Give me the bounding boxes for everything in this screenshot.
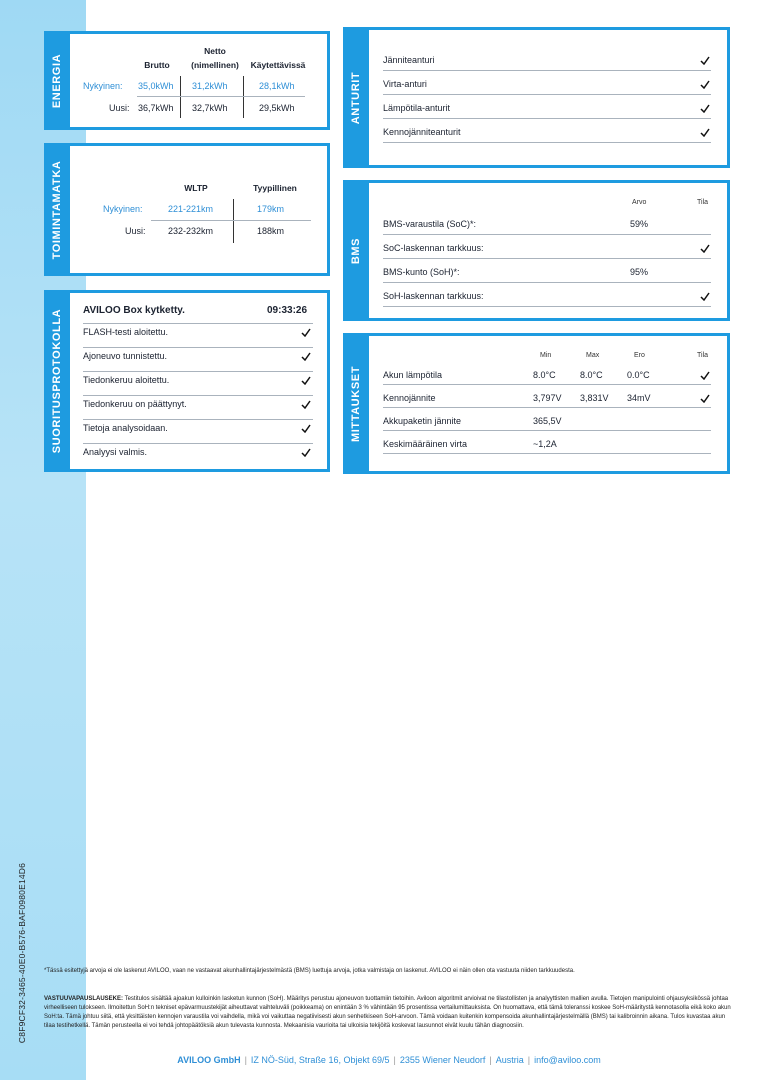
divider	[243, 76, 244, 118]
protocol-step: Ajoneuvo tunnistettu.	[83, 351, 168, 361]
row-divider	[383, 258, 711, 259]
contact-email[interactable]: info@aviloo.com	[534, 1055, 601, 1065]
row-current-label: Nykyinen:	[83, 81, 123, 91]
measurement-label: Kennojännite	[383, 393, 436, 403]
bms-tab: BMS	[343, 180, 369, 321]
measurement-min: 3,797V	[533, 393, 562, 403]
disclaimer-text: Testitulos sisältää ajoakun kulloinkin lasketun kunnon (SoH). Määritys perustuu ajoneuvon tuottamiin tietoihin. Aviloon algoritmit arvioivat ne tilastollisten ja analyyttisten mallien avulla. Tietojen manipulointi ohjausyksikössä johtaa virheelliseen tulokseen. Ilmoitettun SoH:n tekniset epävarmuustekijät aiheuttavat vaihteluväli (poikkeama) on enintään 3 % vähintään 95 prosentissa vertailumittauksista. On huomattava, että tämä toleranssi koskee SoH-määritystä kennotasolla eikä koko akun SoH:ta. Tämä johtuu siitä, että yksittäisten kennojen varaustila voi vaihdella, mikä voi vaikuttaa negatiivisesti akun senhetkiseen SoH-arvoon. Tämä voidaan kuitenkin kompensoida akunhallintajärjestelmällä (BMS) tai kalibroinnin aikana. Tulos kuvastaa akun tilaa testihetkellä. Tämän perusteella ei voi tehdä johtopäätöksiä akun tulevasta kunnosta. Mekaanisia vaurioita tai ulkoisia tekijöitä koskevat lausunnot eivät kuulu tähän diagnoosiin.	[44, 996, 731, 1029]
new-usable: 29,5kWh	[259, 103, 295, 113]
range-tab: TOIMINTAMATKA	[44, 143, 70, 276]
check-icon	[700, 80, 710, 89]
address-country: Austria	[495, 1055, 524, 1065]
row-divider	[383, 306, 711, 307]
protocol-title: AVILOO Box kytketty.	[83, 305, 185, 316]
divider	[151, 220, 311, 221]
measurement-min: ~1,2A	[533, 439, 557, 449]
col-net-header: Netto	[204, 46, 226, 56]
protocol-step: FLASH-testi aloitettu.	[83, 327, 169, 337]
footer-note: *Tässä esitettyjä arvoja ei ole laskenut AVILOO, vaan ne vastaavat akunhallintajärjestelmästä (BMS) luettuja arvoja, jotka valmistaja on laskenut. AVILOO ei näin ollen ota vastuuta niiden tarkkuudesta.	[44, 968, 575, 974]
protocol-step: Tiedonkeruu aloitettu.	[83, 375, 170, 385]
row-divider	[83, 443, 313, 444]
measurement-diff: 0.0°C	[627, 370, 650, 380]
row-divider	[83, 419, 313, 420]
sensors-card	[343, 27, 730, 168]
current-usable: 28,1kWh	[259, 81, 295, 91]
energy-card	[44, 31, 330, 130]
col-diff-header: Ero	[634, 352, 645, 359]
col-max-header: Max	[586, 352, 600, 359]
divider	[180, 76, 181, 118]
sensor-item: Virta-anturi	[383, 79, 427, 89]
address-street: IZ NÖ-Süd, Straße 16, Objekt 69/5	[250, 1055, 390, 1065]
row-divider	[383, 407, 711, 408]
check-icon	[301, 352, 311, 361]
measurement-max: 8.0°C	[580, 370, 603, 380]
address-city: 2355 Wiener Neudorf	[399, 1055, 486, 1065]
bms-row-label: SoC-laskennan tarkkuus:	[383, 243, 484, 253]
row-current-label: Nykyinen:	[103, 204, 143, 214]
bms-row-value: 95%	[630, 267, 649, 277]
col-wltp-header: WLTP	[184, 183, 208, 193]
sensors-tab: ANTURIT	[343, 27, 369, 168]
row-divider	[383, 94, 711, 95]
measurement-max: 3,831V	[580, 393, 609, 403]
sensor-item: Lämpötila-anturit	[383, 103, 451, 113]
bms-row-value: 59%	[630, 219, 649, 229]
measurement-min: 8.0°C	[533, 370, 556, 380]
check-icon	[301, 376, 311, 385]
measurement-min: 365,5V	[533, 416, 562, 426]
col-usable-header: Käytettävissä	[250, 60, 306, 70]
protocol-tab: SUORITUSPROTOKOLLA	[44, 290, 70, 472]
new-typical: 188km	[257, 226, 285, 236]
new-gross: 36,7kWh	[138, 103, 174, 113]
protocol-time: 09:33:26	[267, 305, 308, 316]
check-icon	[301, 400, 311, 409]
check-icon	[700, 128, 710, 137]
measurement-label: Keskimääräinen virta	[383, 439, 468, 449]
current-wltp: 221-221km	[168, 204, 214, 214]
divider	[233, 199, 234, 243]
protocol-step: Tiedonkeruu on päättynyt.	[83, 399, 187, 409]
check-icon	[700, 394, 710, 403]
measurements-tab: MITTAUKSET	[343, 333, 369, 474]
row-divider	[383, 234, 711, 235]
row-new-label: Uusi:	[109, 103, 130, 113]
protocol-card	[44, 290, 330, 472]
row-divider	[83, 371, 313, 372]
company-name: AVILOO GmbH	[177, 1055, 241, 1065]
col-value-header: Arvo	[632, 199, 647, 206]
row-divider	[383, 453, 711, 454]
bms-row-label: BMS-varaustila (SoC)*:	[383, 219, 477, 229]
row-divider	[383, 282, 711, 283]
check-icon	[301, 328, 311, 337]
current-net: 31,2kWh	[192, 81, 228, 91]
footer-disclaimer	[44, 995, 734, 1031]
current-typical: 179km	[257, 204, 285, 214]
check-icon	[700, 371, 710, 380]
row-divider	[383, 142, 711, 143]
range-card	[44, 143, 330, 276]
check-icon	[700, 56, 710, 65]
row-new-label: Uusi:	[125, 226, 146, 236]
col-net-header-sub: (nimellinen)	[191, 60, 239, 70]
check-icon	[700, 244, 710, 253]
measurement-diff: 34mV	[627, 393, 651, 403]
measurement-label: Akkupaketin jännite	[383, 416, 462, 426]
col-gross-header: Brutto	[144, 60, 170, 70]
check-icon	[301, 424, 311, 433]
row-divider	[383, 384, 711, 385]
row-divider	[383, 430, 711, 431]
row-divider	[383, 118, 711, 119]
row-divider	[83, 395, 313, 396]
footer-address: AVILOO GmbH | IZ NÖ-Süd, Straße 16, Objekt 69/5 | 2355 Wiener Neudorf | Austria | info@aviloo.com	[177, 1055, 601, 1065]
row-divider	[383, 70, 711, 71]
protocol-step: Analyysi valmis.	[83, 447, 148, 457]
row-divider	[83, 347, 313, 348]
sensor-item: Kennojänniteanturit	[383, 127, 461, 137]
bms-row-label: BMS-kunto (SoH)*:	[383, 267, 460, 277]
new-net: 32,7kWh	[192, 103, 228, 113]
measurement-label: Akun lämpötila	[383, 370, 443, 380]
measurements-card	[343, 333, 730, 474]
col-status-header: Tila	[697, 352, 709, 359]
document-id: C8F9CF32-3465-40E0-B576-BAF0980E14D6	[17, 862, 27, 1044]
bms-row-label: SoH-laskennan tarkkuus:	[383, 291, 484, 301]
col-min-header: Min	[540, 352, 552, 359]
new-wltp: 232-232km	[168, 226, 214, 236]
disclaimer-label: VASTUUVAPAUSLAUSEKE:	[44, 996, 124, 1002]
check-icon	[700, 104, 710, 113]
col-status-header: Tila	[697, 199, 709, 206]
current-gross: 35,0kWh	[138, 81, 174, 91]
col-typical-header: Tyypillinen	[253, 183, 297, 193]
divider	[137, 96, 305, 97]
protocol-step: Tietoja analysoidaan.	[83, 423, 168, 433]
sensor-item: Jänniteanturi	[383, 55, 435, 65]
energy-tab: ENERGIA	[44, 31, 70, 130]
check-icon	[700, 292, 710, 301]
bms-card	[343, 180, 730, 321]
row-divider	[83, 323, 313, 324]
check-icon	[301, 448, 311, 457]
